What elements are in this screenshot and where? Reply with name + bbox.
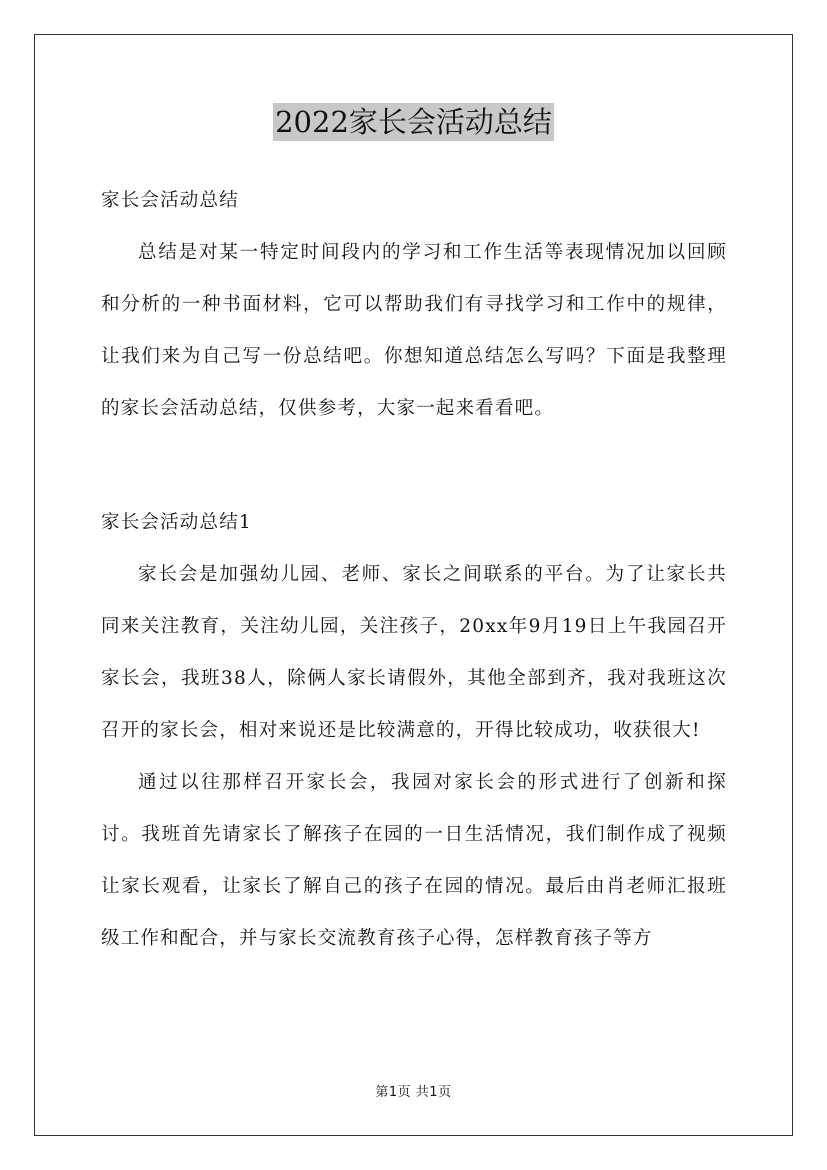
title-container	[0, 103, 827, 141]
paragraph: 通过以往那样召开家长会，我园对家长会的形式进行了创新和探讨。我班首先请家长了解孩子在园的一日生活情况，我们制作成了视频让家长观看，让家长了解自己的孩子在园的情况。最后由肖老师汇报班级工作和配合，并与家长交流教育孩子心得，怎样教育孩子等方	[101, 772, 727, 949]
paragraph: 家长会是加强幼儿园、老师、家长之间联系的平台。为了让家长共同来关注教育，关注幼儿园，关注孩子，20xx年9月19日上午我园召开家长会，我班38人，除俩人家长请假外，其他全部到齐，我对我班这次召开的家长会，相对来说还是比较满意的，开得比较成功，收获很大!	[101, 564, 727, 741]
document-title: 2022家长会活动总结	[275, 105, 552, 139]
section-heading: 家长会活动总结	[101, 190, 239, 211]
page-footer: 第1页 共1页	[375, 1085, 452, 1100]
section-heading: 家长会活动总结1	[101, 512, 252, 533]
paragraph: 总结是对某一特定时间段内的学习和工作生活等表现情况加以回顾和分析的一种书面材料，它可以帮助我们有寻找学习和工作中的规律，让我们来为自己写一份总结吧。你想知道总结怎么写吗？下面是我整理的家长会活动总结，仅供参考，大家一起来看看吧。	[101, 242, 727, 419]
section-spacer	[101, 435, 727, 497]
document-body	[101, 175, 727, 965]
